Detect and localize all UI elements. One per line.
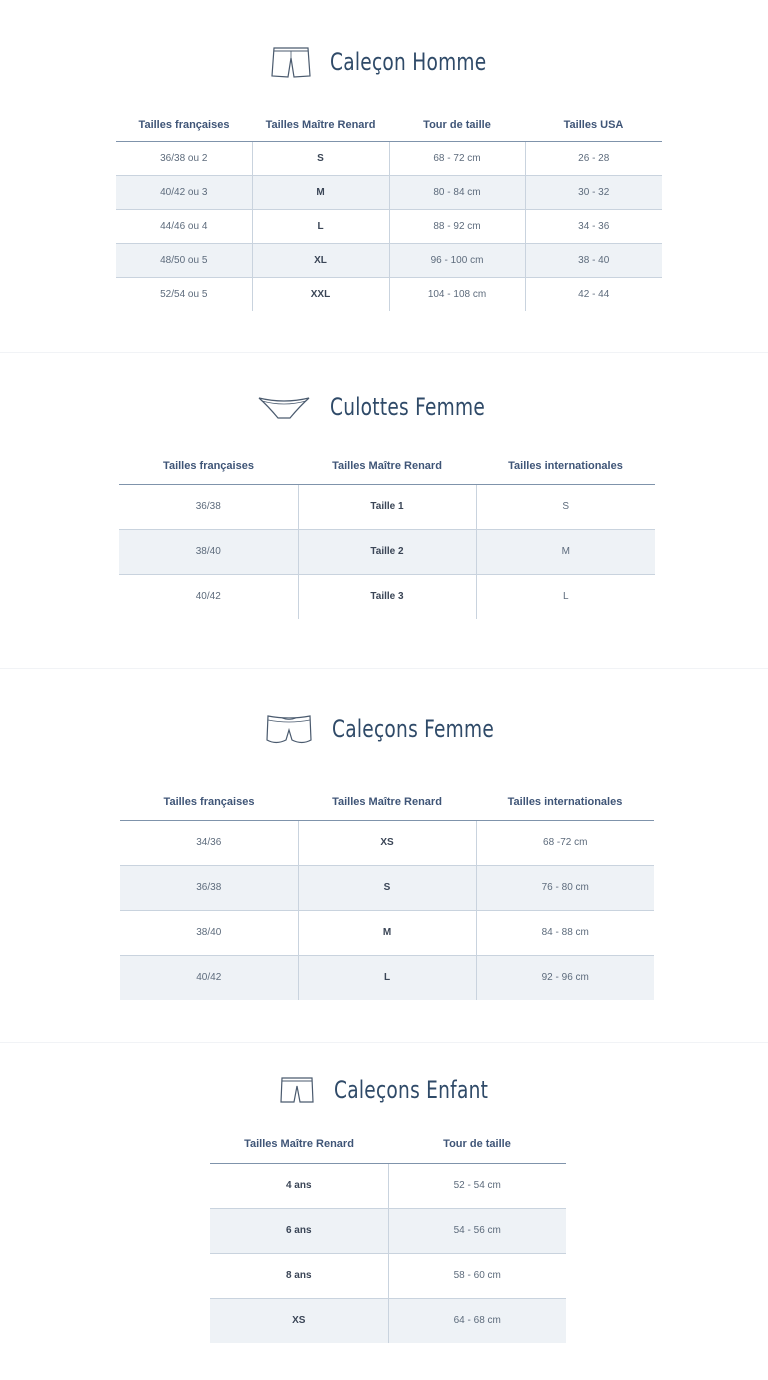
table-row [210, 1208, 566, 1253]
table-cell: M [298, 910, 476, 955]
table-cell: S [298, 865, 476, 910]
table-header-row [210, 1126, 566, 1163]
column-header: Tailles Maître Renard [298, 784, 476, 820]
section-title: Caleçons Enfant [334, 1076, 489, 1104]
table-cell: 84 - 88 cm [476, 910, 654, 955]
table-cell: 40/42 ou 3 [116, 175, 252, 209]
table-cell: 96 - 100 cm [389, 243, 525, 277]
table-header-row [120, 784, 654, 820]
table-cell: 38/40 [119, 529, 298, 574]
column-header: Tailles internationales [476, 784, 654, 820]
table-cell: XL [252, 243, 389, 277]
table-cell: 36/38 [120, 865, 298, 910]
table-cell: 4 ans [210, 1163, 388, 1208]
table-row [116, 141, 662, 175]
table-cell: S [476, 484, 655, 529]
table-row [119, 529, 655, 574]
table-row [119, 574, 655, 619]
section-divider [0, 668, 768, 669]
table-cell: S [252, 141, 389, 175]
section-title: Culottes Femme [330, 393, 486, 421]
table-cell: 36/38 [119, 484, 298, 529]
table-cell: XXL [252, 277, 389, 311]
table-cell: 54 - 56 cm [388, 1208, 566, 1253]
table-cell: 44/46 ou 4 [116, 209, 252, 243]
table-cell: 68 - 72 cm [389, 141, 525, 175]
table-row [210, 1163, 566, 1208]
table-cell: 52 - 54 cm [388, 1163, 566, 1208]
column-header: Tailles Maître Renard [210, 1126, 388, 1163]
table-row [116, 243, 662, 277]
table-row [116, 209, 662, 243]
table-cell: 58 - 60 cm [388, 1253, 566, 1298]
table-cell: 38/40 [120, 910, 298, 955]
table-cell: 52/54 ou 5 [116, 277, 252, 311]
column-header: Tailles Maître Renard [252, 110, 389, 141]
size-table-calecons-femme [120, 784, 654, 1000]
table-cell: XS [298, 820, 476, 865]
table-cell: 38 - 40 [525, 243, 662, 277]
boxer-shorts-icon [270, 44, 312, 80]
column-header: Tailles françaises [120, 784, 298, 820]
table-row [120, 955, 654, 1000]
table-cell: 42 - 44 [578, 288, 610, 300]
table-cell: 68 -72 cm [476, 820, 654, 865]
briefs-icon [256, 390, 312, 424]
table-header-row [119, 448, 655, 484]
column-header: Tour de taille [389, 110, 525, 141]
section-divider [0, 1042, 768, 1043]
table-cell: L [562, 591, 569, 603]
table-cell: 8 ans [210, 1253, 388, 1298]
size-table-calecon-homme [116, 110, 662, 311]
table-row [210, 1298, 566, 1343]
table-cell: XS [210, 1298, 388, 1343]
table-row [116, 277, 662, 311]
table-row [120, 820, 654, 865]
table-cell: 34 - 36 [525, 209, 662, 243]
size-table-culottes-femme [119, 448, 655, 619]
table-cell: 30 - 32 [525, 175, 662, 209]
women-shorts-icon [264, 710, 314, 748]
kids-shorts-icon [278, 1074, 316, 1106]
table-cell: Taille 3 [298, 574, 476, 619]
table-cell: 26 - 28 [525, 141, 662, 175]
table-cell: 92 - 96 cm [476, 955, 654, 1000]
table-row [120, 910, 654, 955]
table-cell: 40/42 [119, 574, 298, 619]
column-header: Tailles françaises [116, 110, 252, 141]
table-row [119, 484, 655, 529]
table-cell: 76 - 80 cm [476, 865, 654, 910]
table-cell: 80 - 84 cm [389, 175, 525, 209]
table-cell: L [298, 955, 476, 1000]
table-cell: Taille 1 [298, 484, 476, 529]
page-title: Caleçon Homme [330, 48, 487, 76]
table-cell: 40/42 [120, 955, 298, 1000]
section-heading-culottes-femme [256, 390, 510, 424]
column-header: Tailles USA [525, 110, 662, 141]
section-title: Caleçons Femme [332, 715, 495, 743]
column-header: Tailles françaises [119, 448, 298, 484]
table-row [120, 865, 654, 910]
table-cell: 104 - 108 cm [389, 277, 525, 311]
table-cell: 88 - 92 cm [389, 209, 525, 243]
column-header: Tailles internationales [476, 448, 655, 484]
table-cell: M [476, 529, 655, 574]
table-cell: 36/38 ou 2 [116, 141, 252, 175]
table-cell: L [252, 209, 389, 243]
table-cell: 64 - 68 cm [388, 1298, 566, 1343]
table-cell: 48/50 ou 5 [116, 243, 252, 277]
table-cell: 6 ans [210, 1208, 388, 1253]
table-cell: M [252, 175, 389, 209]
column-header: Tour de taille [388, 1126, 566, 1163]
section-heading-calecons-femme [264, 710, 520, 748]
column-header: Tailles Maître Renard [298, 448, 476, 484]
table-header-row [116, 110, 662, 141]
table-row [116, 175, 662, 209]
table-cell: 34/36 [120, 820, 298, 865]
table-cell: Taille 2 [298, 529, 476, 574]
table-row [210, 1253, 566, 1298]
section-heading-calecon-homme [270, 44, 512, 80]
size-table-calecons-enfant [210, 1126, 566, 1343]
section-heading-calecons-enfant [278, 1074, 513, 1106]
section-divider [0, 352, 768, 353]
